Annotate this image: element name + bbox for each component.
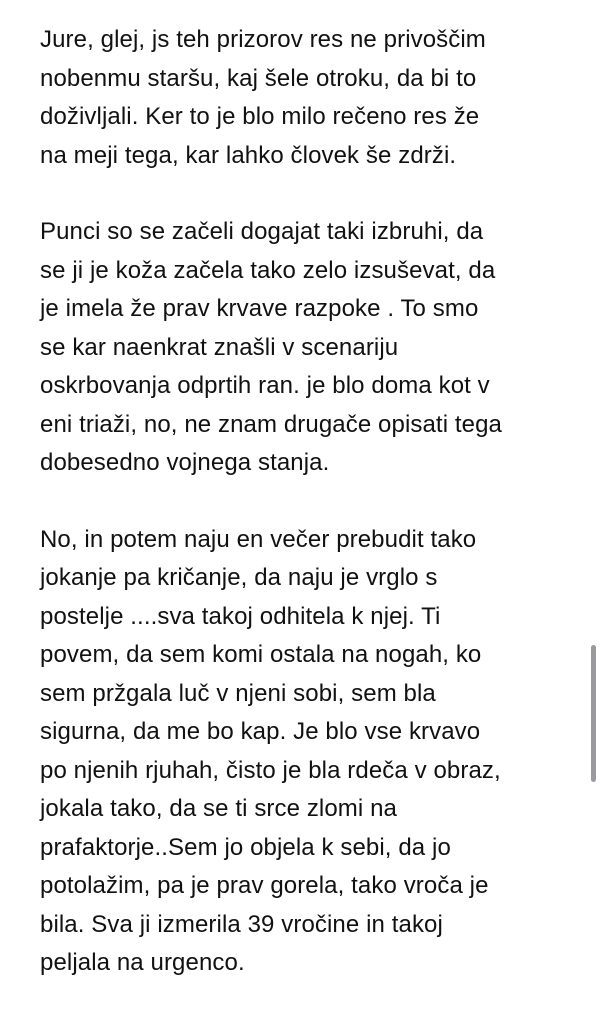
text-line: sigurna, da me bo kap. Je blo vse krvavo bbox=[40, 718, 481, 745]
text-line: je imela že prav krvave razpoke . To smo bbox=[40, 295, 479, 322]
paragraph-2 bbox=[40, 213, 580, 483]
text-line: se ji je koža začela tako zelo izsuševat, da bbox=[40, 256, 496, 284]
text-line: prafaktorje..Sem jo objela k sebi, da jo bbox=[40, 833, 451, 861]
text-line: postelje ....sva takoj odhitela k njej. Ti bbox=[40, 602, 441, 630]
text-line: bila. Sva ji izmerila 39 vročine in takoj bbox=[40, 910, 443, 938]
text-line: No, in potem naju en večer prebudit tako bbox=[40, 525, 477, 553]
message-text bbox=[40, 21, 580, 1021]
text-line: dobesedno vojnega stanja. bbox=[40, 449, 330, 476]
text-line: jokala tako, da se ti srce zlomi na bbox=[40, 795, 397, 822]
text-line: po njenih rjuhah, čisto je bla rdeča v obraz, bbox=[40, 756, 501, 784]
text-line: sem pržgala luč v njeni sobi, sem bla bbox=[40, 679, 436, 707]
text-line: nobenmu staršu, kaj šele otroku, da bi to bbox=[40, 64, 477, 92]
text-line: eni triaži, no, ne znam drugače opisati tega bbox=[40, 410, 503, 438]
paragraph-1 bbox=[40, 21, 580, 175]
text-line: Punci so se začeli dogajat taki izbruhi, da bbox=[40, 218, 484, 245]
text-line: jokanje pa kričanje, da naju je vrglo s bbox=[40, 564, 438, 591]
text-line: doživljali. Ker to je blo milo rečeno res že bbox=[40, 103, 480, 130]
text-line: Jure, glej, js teh prizorov res ne privoščim bbox=[40, 26, 486, 53]
text-line: se kar naenkrat znašli v scenariju bbox=[40, 333, 399, 361]
text-line: potolažim, pa je prav gorela, tako vroča je bbox=[40, 872, 489, 899]
text-line: povem, da sem komi ostala na nogah, ko bbox=[40, 641, 482, 668]
text-line: peljala na urgenco. bbox=[40, 949, 245, 976]
text-line: oskrbovanja odprtih ran. je blo doma kot v bbox=[40, 372, 490, 399]
vertical-scrollbar[interactable] bbox=[591, 645, 596, 782]
text-line: na meji tega, kar lahko človek še zdrži. bbox=[40, 141, 457, 169]
paragraph-3 bbox=[40, 521, 580, 983]
